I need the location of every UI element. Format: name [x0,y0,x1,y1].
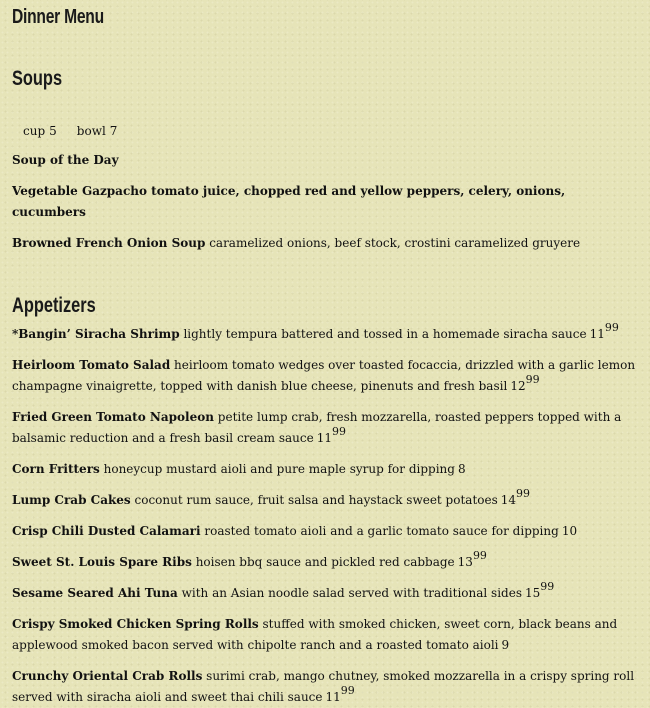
menu-item [12,666,636,708]
item-name: Corn Fritters [12,462,100,476]
appetizers-list [12,321,636,708]
bowl-label: bowl [76,124,106,138]
item-price-cents: 99 [516,487,531,500]
item-price: 11 [589,327,605,341]
item-description: roasted tomato aioli and a garlic tomato sauce for dipping [204,524,559,538]
bowl-price: 7 [109,124,118,138]
menu-item [12,580,636,604]
item-price: 10 [561,524,578,538]
item-price: 15 [525,586,541,600]
item-name: Crisp Chili Dusted Calamari [12,524,201,538]
item-price: 11 [325,690,341,704]
item-price: 8 [457,462,466,476]
page-title: Dinner Menu [12,6,104,28]
item-price-cents: 99 [340,684,355,697]
item-name: Soup of the Day [12,153,119,167]
menu-item [12,321,636,345]
menu-item [12,487,636,511]
menu-item [12,549,636,573]
item-description: heirloom tomato wedges over toasted focaccia, drizzled with a garlic lemon champagne vinaigrette, topped with danish blue cheese, pinenuts and fresh basil [12,358,636,393]
item-price-cents: 99 [604,321,619,334]
item-name: Heirloom Tomato Salad [12,358,171,372]
item-name: Lump Crab Cakes [12,493,131,507]
soup-size-prices [12,122,636,140]
menu-item [12,459,636,480]
item-name: Fried Green Tomato Napoleon [12,410,214,424]
item-name: Crispy Smoked Chicken Spring Rolls [12,617,259,631]
soups-list [12,150,636,254]
item-description: coconut rum sauce, fruit salsa and haystack sweet potatoes [134,493,498,507]
item-name: Browned French Onion Soup [12,236,206,250]
menu-item [12,233,636,254]
item-price: 11 [316,431,332,445]
item-price-cents: 99 [525,373,540,386]
item-price: 13 [457,555,473,569]
menu-item [12,614,636,656]
item-price: 12 [510,379,526,393]
cup-label: cup [23,124,46,138]
cup-price: 5 [49,124,57,138]
item-name: *Bangin’ Siracha Shrimp [12,327,180,341]
menu-item [12,150,636,171]
item-price: 9 [501,638,510,652]
item-description: caramelized onions, beef stock, crostini caramelized gruyere [209,236,581,250]
item-name: Crunchy Oriental Crab Rolls [12,669,203,683]
item-description: petite lump crab, fresh mozzarella, roasted peppers topped with a balsamic reduction and a fresh basil cream sauce [12,410,622,445]
item-description: honeycup mustard aioli and pure maple syrup for dipping [103,462,455,476]
item-description: lightly tempura battered and tossed in a homemade siracha sauce [183,327,587,341]
menu-item [12,407,636,449]
menu-item [12,355,636,397]
item-price: 14 [500,493,517,507]
item-name: Sesame Seared Ahi Tuna [12,586,178,600]
item-description: with an Asian noodle salad served with traditional sides [181,586,522,600]
menu-item [12,181,636,223]
item-description: stuffed with smoked chicken, sweet corn, black beans and applewood smoked bacon served with chipolte ranch and a roasted tomato aioli [12,617,618,652]
item-description: hoisen bbq sauce and pickled red cabbage [195,555,455,569]
item-description: surimi crab, mango chutney, smoked mozzarella in a crispy spring roll served with siracha aioli and sweet thai chili sauce [12,669,635,704]
item-name: Vegetable Gazpacho tomato juice, chopped red and yellow peppers, celery, onions, cucumbers [12,184,566,219]
item-price-cents: 99 [472,549,487,562]
item-price-cents: 99 [332,425,346,438]
soups-heading: Soups [12,67,63,90]
item-name: Sweet St. Louis Spare Ribs [12,555,192,569]
menu-item [12,521,636,542]
item-price-cents: 99 [540,580,555,593]
appetizers-heading: Appetizers [12,294,96,317]
